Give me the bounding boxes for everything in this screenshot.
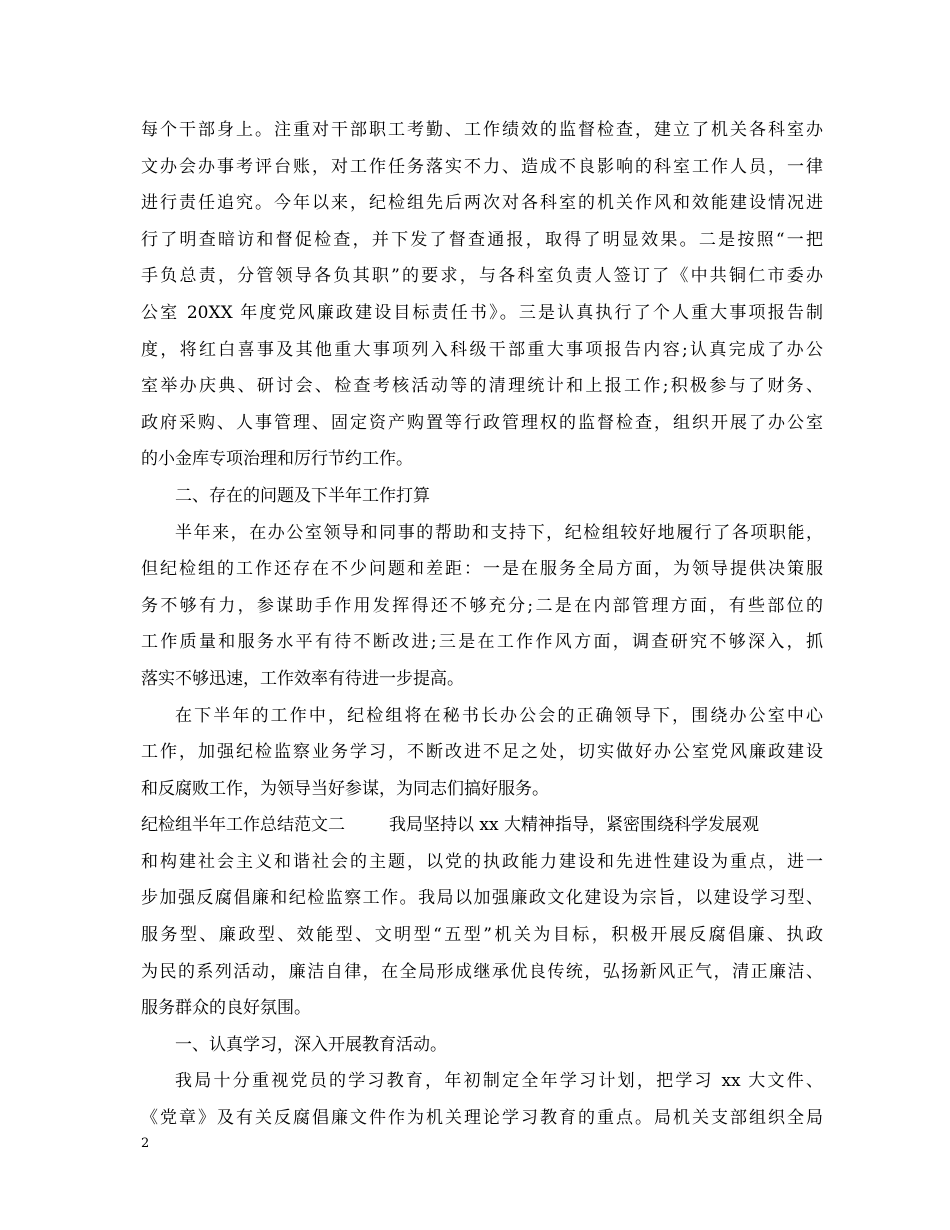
text-line: 但纪检组的工作还存在不少问题和差距：一是在服务全局方面，为领导提供决策服	[141, 559, 823, 580]
text-line: 公室 20XX 年度党风廉政建设目标责任书》。三是认真执行了个人重大事项报告制	[141, 302, 823, 323]
text-line: 服务型、廉政型、效能型、文明型“五型”机关为目标，积极开展反腐倡廉、执政	[141, 925, 823, 946]
text-line: 政府采购、人事管理、固定资产购置等行政管理权的监督检查，组织开展了办公室	[141, 412, 823, 433]
text-line: 《党章》及有关反腐倡廉文件作为机关理论学习教育的重点。局机关支部组织全局	[141, 1108, 823, 1129]
text-line: 室举办庆典、研讨会、检查考核活动等的清理统计和上报工作;积极参与了财务、	[141, 376, 823, 397]
document-body	[141, 112, 823, 1137]
section-heading-title: 纪检组半年工作总结范文二	[141, 815, 345, 836]
text-line: 和构建社会主义和谐社会的主题，以党的执政能力建设和先进性建设为重点，进一	[141, 851, 823, 872]
page-number: 2	[141, 1136, 150, 1151]
text-line: 我局十分重视党员的学习教育，年初制定全年学习计划，把学习 xx 大文件、	[175, 1071, 823, 1092]
section-heading-line	[141, 807, 823, 844]
text-line: 半年来，在办公室领导和同事的帮助和支持下，纪检组较好地履行了各项职能，	[175, 522, 823, 543]
text-line: 文办会办事考评台账，对工作任务落实不力、造成不良影响的科室工作人员，一律	[141, 156, 823, 177]
section-heading-text: 我局坚持以 xx 大精神指导，紧密围绕科学发展观	[389, 815, 759, 836]
text-line: 工作，加强纪检监察业务学习，不断改进不足之处，切实做好办公室党风廉政建设	[141, 742, 823, 763]
paragraph-block-2	[141, 844, 823, 1137]
text-line: 为民的系列活动，廉洁自律，在全局形成继承优良传统，弘扬新风正气，清正廉洁、	[141, 961, 823, 982]
text-line: 二、存在的问题及下半年工作打算	[175, 485, 430, 506]
text-line: 度，将红白喜事及其他重大事项列入科级干部重大事项报告内容;认真完成了办公	[141, 339, 823, 360]
text-line: 务不够有力，参谋助手作用发挥得还不够充分;二是在内部管理方面，有些部位的	[141, 595, 823, 616]
text-line: 工作质量和服务水平有待不断改进;三是在工作作风方面，调查研究不够深入，抓	[141, 632, 823, 653]
text-line: 步加强反腐倡廉和纪检监察工作。我局以加强廉政文化建设为宗旨，以建设学习型、	[141, 888, 823, 909]
text-line: 落实不够迅速，工作效率有待进一步提高。	[141, 668, 464, 689]
text-line: 进行责任追究。今年以来，纪检组先后两次对各科室的机关作风和效能建设情况进	[141, 193, 823, 214]
text-line: 和反腐败工作，为领导当好参谋，为同志们搞好服务。	[141, 778, 549, 799]
text-line: 在下半年的工作中，纪检组将在秘书长办公会的正确领导下，围绕办公室中心	[175, 705, 823, 726]
text-line: 的小金库专项治理和厉行节约工作。	[141, 449, 413, 470]
text-line: 每个干部身上。注重对干部职工考勤、工作绩效的监督检查，建立了机关各科室办	[141, 120, 823, 140]
text-line: 手负总责，分管领导各负其职”的要求，与各科室负责人签订了《中共铜仁市委办	[141, 266, 823, 287]
text-line: 服务群众的良好氛围。	[141, 998, 311, 1019]
paragraph-block-1	[141, 112, 823, 807]
text-line: 行了明查暗访和督促检查，并下发了督查通报，取得了明显效果。二是按照“一把	[141, 229, 823, 250]
text-line: 一、认真学习，深入开展教育活动。	[175, 1034, 447, 1055]
